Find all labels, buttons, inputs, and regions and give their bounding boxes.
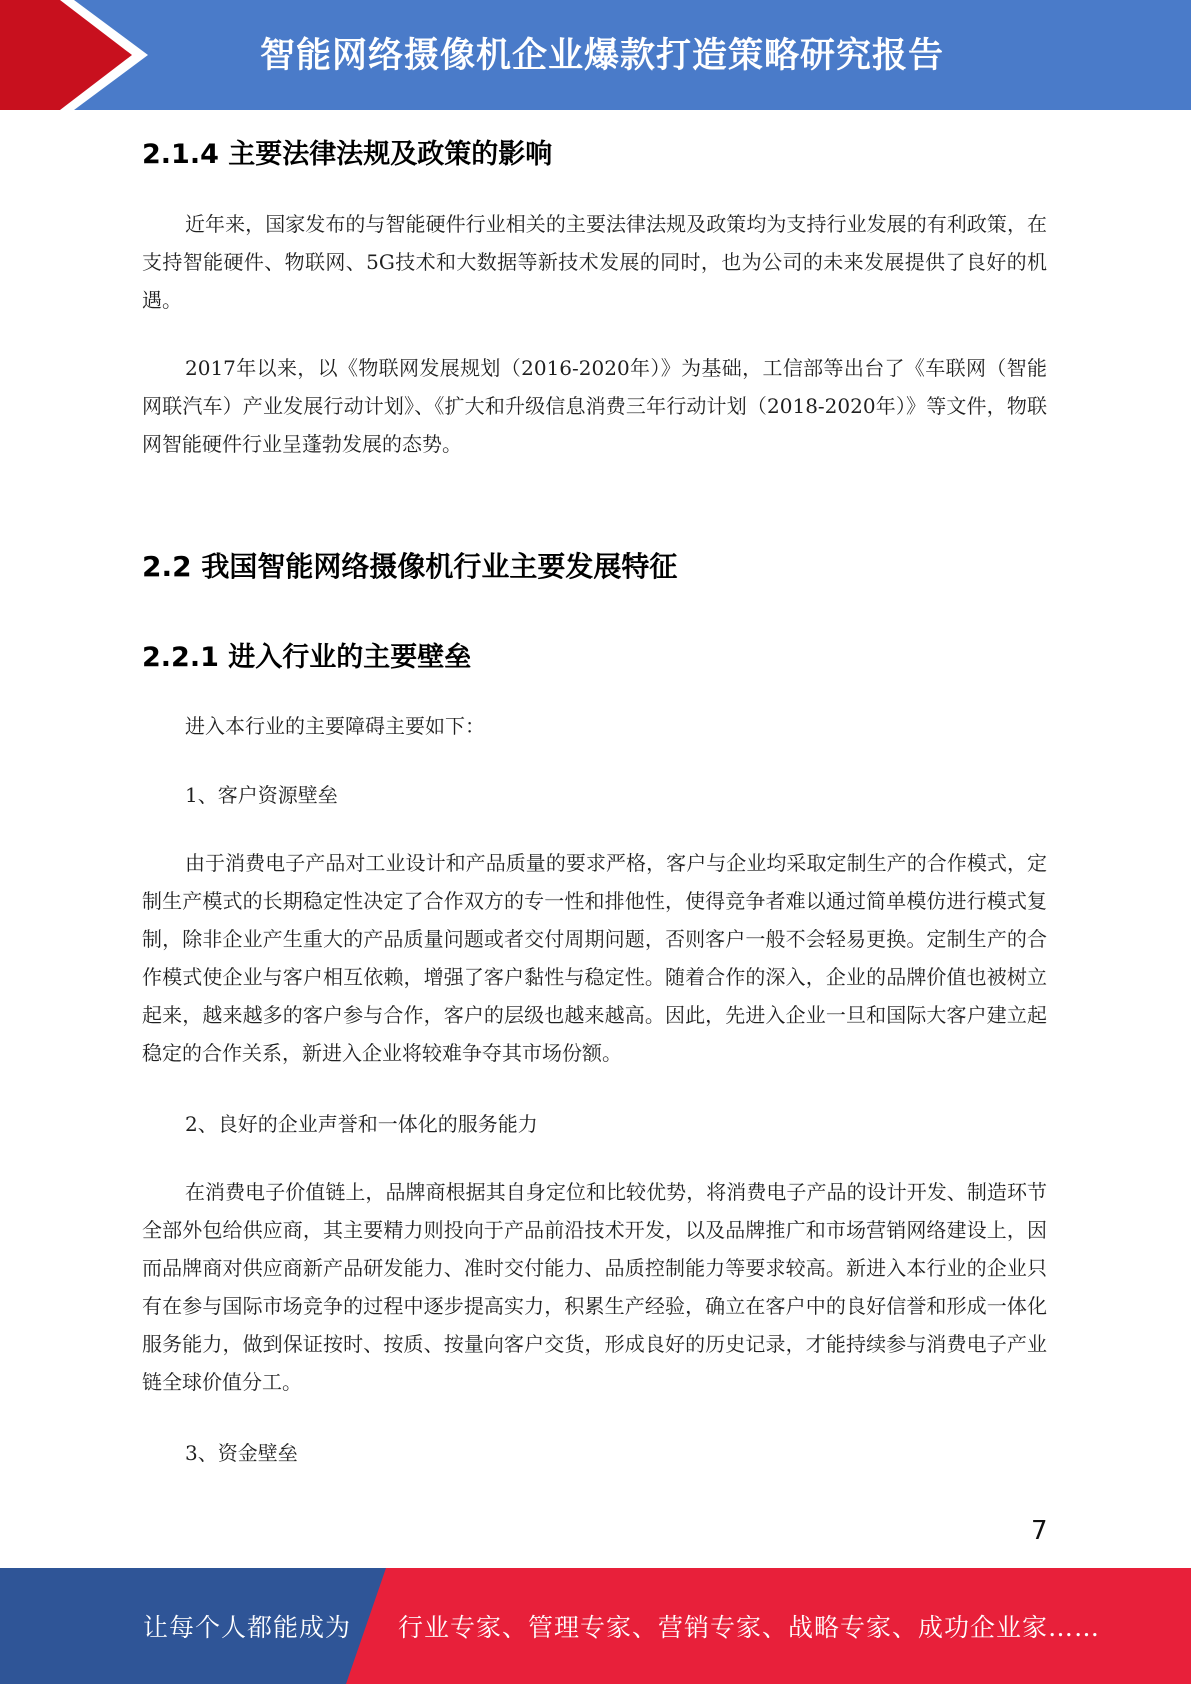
page-header <box>0 0 1191 110</box>
list-item-title: 1、客户资源壁垒 <box>185 783 338 807</box>
heading-2-2: 2.2 我国智能网络摄像机行业主要发展特征 <box>142 550 678 583</box>
list-item-title: 2、良好的企业声誉和一体化的服务能力 <box>185 1112 538 1136</box>
paragraph: 由于消费电子产品对工业设计和产品质量的要求严格，客户与企业均采取定制生产的合作模式，定制生产模式的长期稳定性决定了合作双方的专一性和排他性，使得竞争者难以通过简单模仿进行模式复制，除非企业产生重大的产品质量问题或者交付周期问题，否则客户一般不会轻易更换。定制生产的合作模式使企业与客户相互依赖，增强了客户黏性与稳定性。随着合作的深入，企业的品牌价值也被树立起来，越来越多的客户参与合作，客户的层级也越来越高。因此，先进入企业一旦和国际大客户建立起稳定的合作关系，新进入企业将较难争夺其市场份额。 <box>142 851 1047 1065</box>
paragraph: 进入本行业的主要障碍主要如下： <box>185 714 485 738</box>
page-footer <box>0 1568 1191 1684</box>
heading-2-1-4: 2.1.4 主要法律法规及政策的影响 <box>142 139 553 170</box>
list-item-title: 3、资金壁垒 <box>185 1441 298 1465</box>
heading-2-2-1: 2.2.1 进入行业的主要壁垒 <box>142 642 472 673</box>
paragraph: 2017年以来，以《物联网发展规划（2016-2020年）》为基础，工信部等出台了《车联网（智能网联汽车）产业发展行动计划》、《扩大和升级信息消费三年行动计划（2018-2020年）》等文件，物联网智能硬件行业呈蓬勃发展的态势。 <box>142 356 1047 456</box>
red-chevron-decoration <box>0 0 160 110</box>
report-title: 智能网络摄像机企业爆款打造策略研究报告 <box>260 36 945 76</box>
page-number: 7 <box>1031 1516 1048 1546</box>
footer-slogan-right: 行业专家、管理专家、营销专家、战略专家、成功企业家…… <box>398 1613 1101 1642</box>
footer-slogan-left: 让每个人都能成为 <box>143 1613 352 1642</box>
paragraph: 在消费电子价值链上，品牌商根据其自身定位和比较优势，将消费电子产品的设计开发、制造环节全部外包给供应商，其主要精力则投向于产品前沿技术开发，以及品牌推广和市场营销网络建设上，因而品牌商对供应商新产品研发能力、准时交付能力、品质控制能力等要求较高。新进入本行业的企业只有在参与国际市场竞争的过程中逐步提高实力，积累生产经验，确立在客户中的良好信誉和形成一体化服务能力，做到保证按时、按质、按量向客户交货，形成良好的历史记录，才能持续参与消费电子产业链全球价值分工。 <box>142 1180 1047 1394</box>
paragraph: 近年来，国家发布的与智能硬件行业相关的主要法律法规及政策均为支持行业发展的有利政策，在支持智能硬件、物联网、5G技术和大数据等新技术发展的同时，也为公司的未来发展提供了良好的机遇。 <box>142 212 1047 312</box>
